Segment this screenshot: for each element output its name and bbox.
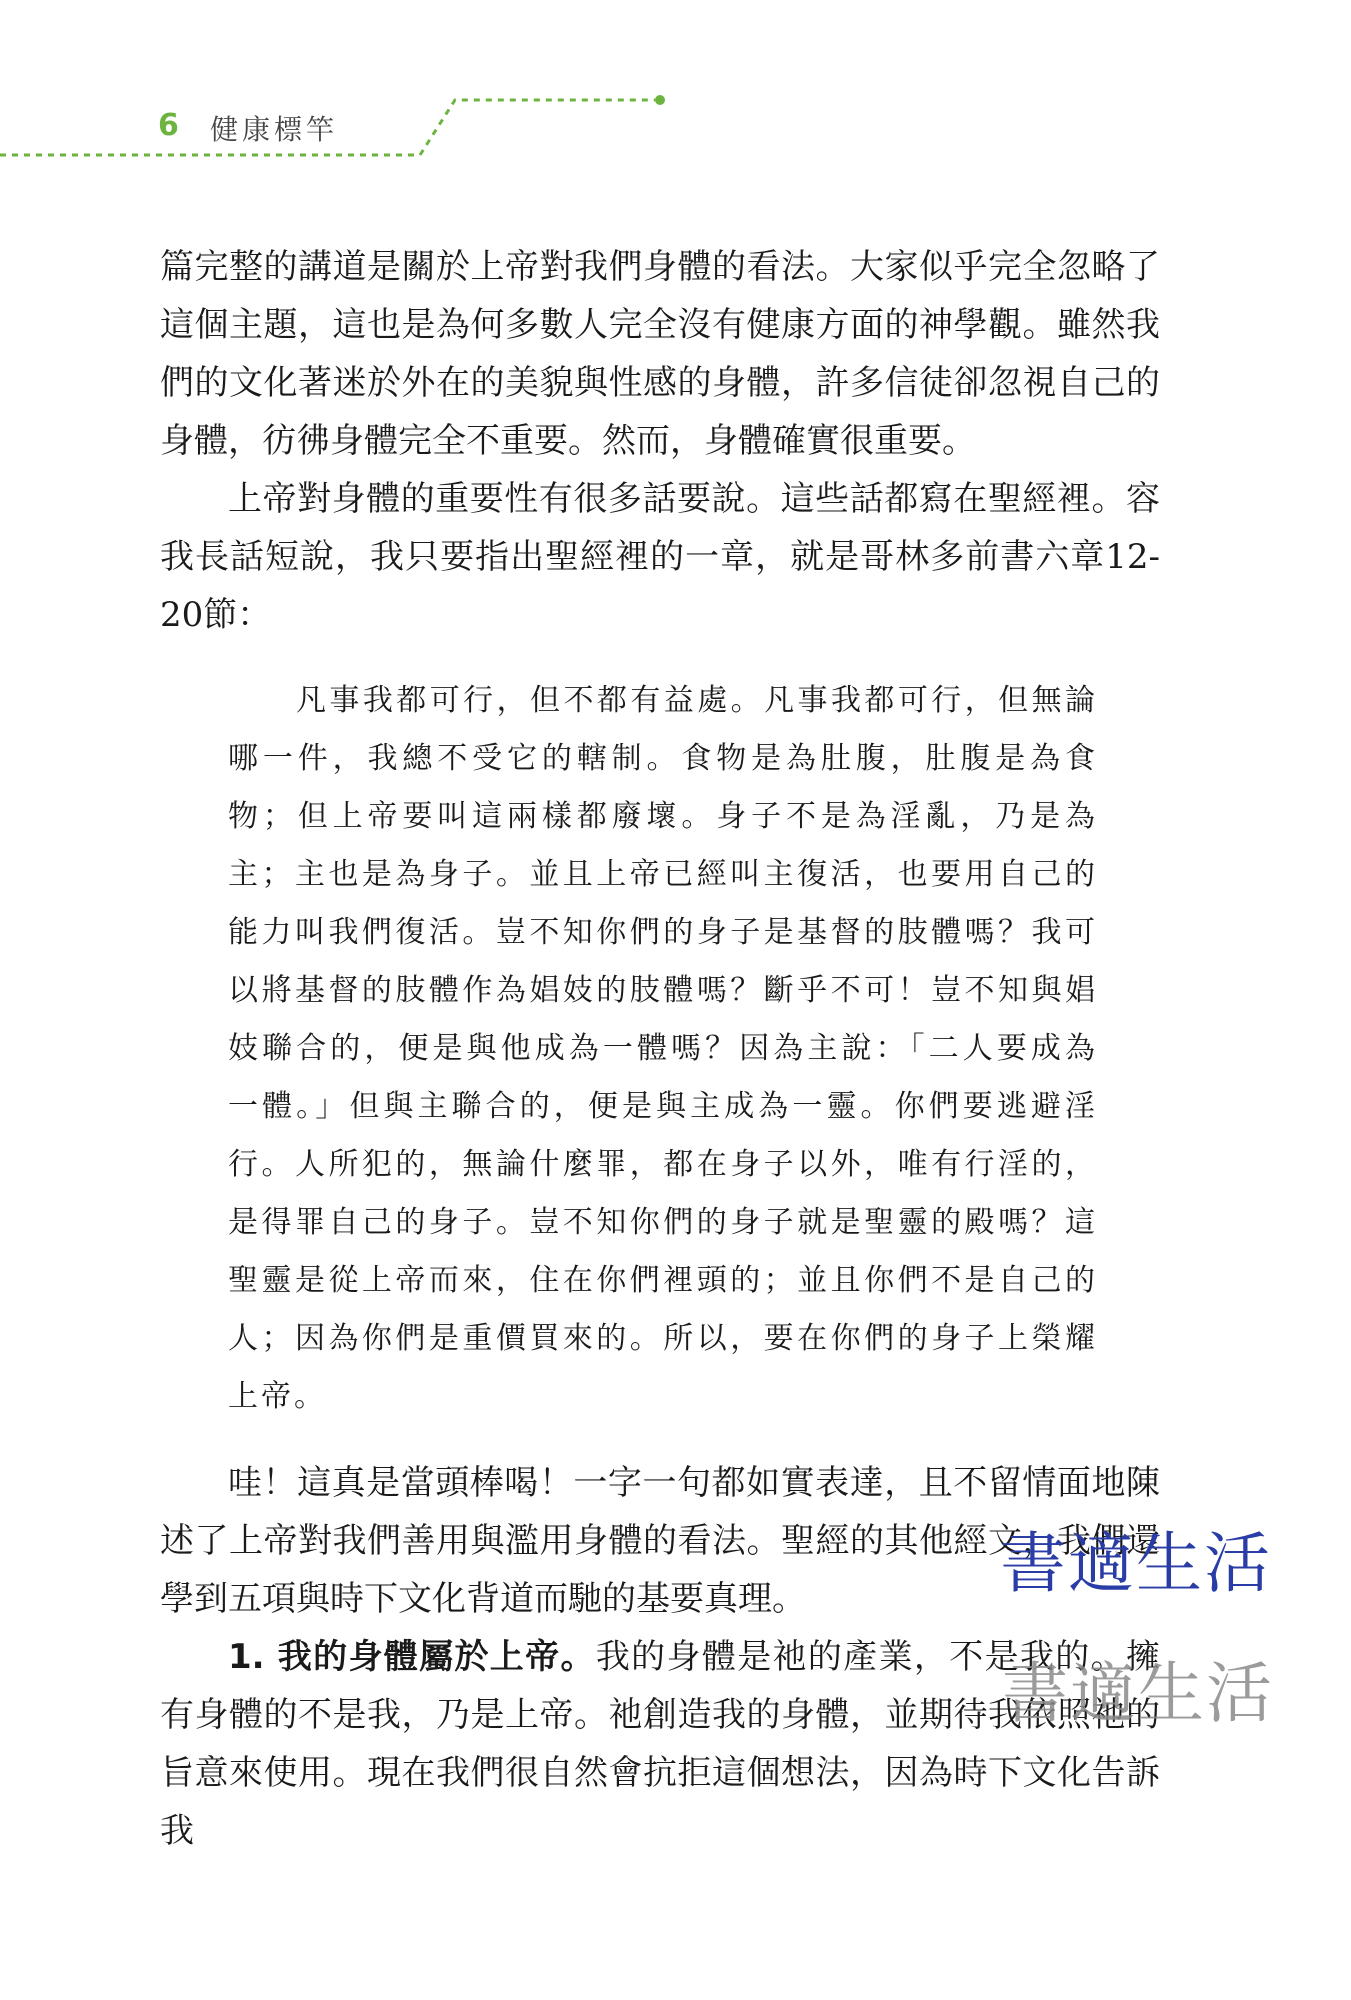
watermark-blue: 書適生活 (1000, 1525, 1272, 1602)
paragraph-1: 篇完整的講道是關於上帝對我們身體的看法。大家似乎完全忽略了這個主題，這也是為何多數人完全沒有健康方面的神學觀。雖然我們的文化著迷於外在的美貌與性感的身體，許多信徒卻忽視自己的身體，彷彿身體完全不重要。然而，身體確實很重要。 (160, 247, 1160, 461)
paragraph-3: 哇！這真是當頭棒喝！一字一句都如實表達，且不留情面地陳述了上帝對我們善用與濫用身體的看法。聖經的其他經文，我們還學到五項與時下文化背道而馳的基要真理。 (160, 1463, 1160, 1619)
header-dashed-rule (0, 0, 1351, 170)
paragraph-2: 上帝對身體的重要性有很多話要說。這些話都寫在聖經裡。容我長話短說，我只要指出聖經裡的一章，就是哥林多前書六章12-20節： (160, 479, 1160, 635)
page-number: 6 (158, 108, 179, 143)
point-heading: 1. 我的身體屬於上帝。 (228, 1637, 596, 1677)
point-body: 我的身體是祂的產業，不是我的。擁有身體的不是我，乃是上帝。祂創造我的身體，並期待我依照祂的旨意來使用。現在我們很自然會抗拒這個想法，因為時下文化告訴我 (160, 1637, 1160, 1851)
scripture-quote: 凡事我都可行，但不都有益處。凡事我都可行，但無論哪一件，我總不受它的轄制。食物是為肚腹，肚腹是為食物；但上帝要叫這兩樣都廢壞。身子不是為淫亂，乃是為主；主也是為身子。並且上帝已經叫主復活，也要用自己的能力叫我們復活。豈不知你們的身子是基督的肢體嗎？我可以將基督的肢體作為娼妓的肢體嗎？斷乎不可！豈不知與娼妓聯合的，便是與他成為一體嗎？因為主說：「二人要成為一體。」但與主聯合的，便是與主成為一靈。你們要逃避淫行。人所犯的，無論什麼罪，都在身子以外，唯有行淫的，是得罪自己的身子。豈不知你們的身子就是聖靈的殿嗎？這聖靈是從上帝而來，住在你們裡頭的；並且你們不是自己的人；因為你們是重價買來的。所以，要在你們的身子上榮耀上帝。 (228, 683, 1098, 1414)
watermark-gray: 書適生活 (1002, 1655, 1274, 1732)
running-title: 健康標竿 (210, 113, 339, 146)
